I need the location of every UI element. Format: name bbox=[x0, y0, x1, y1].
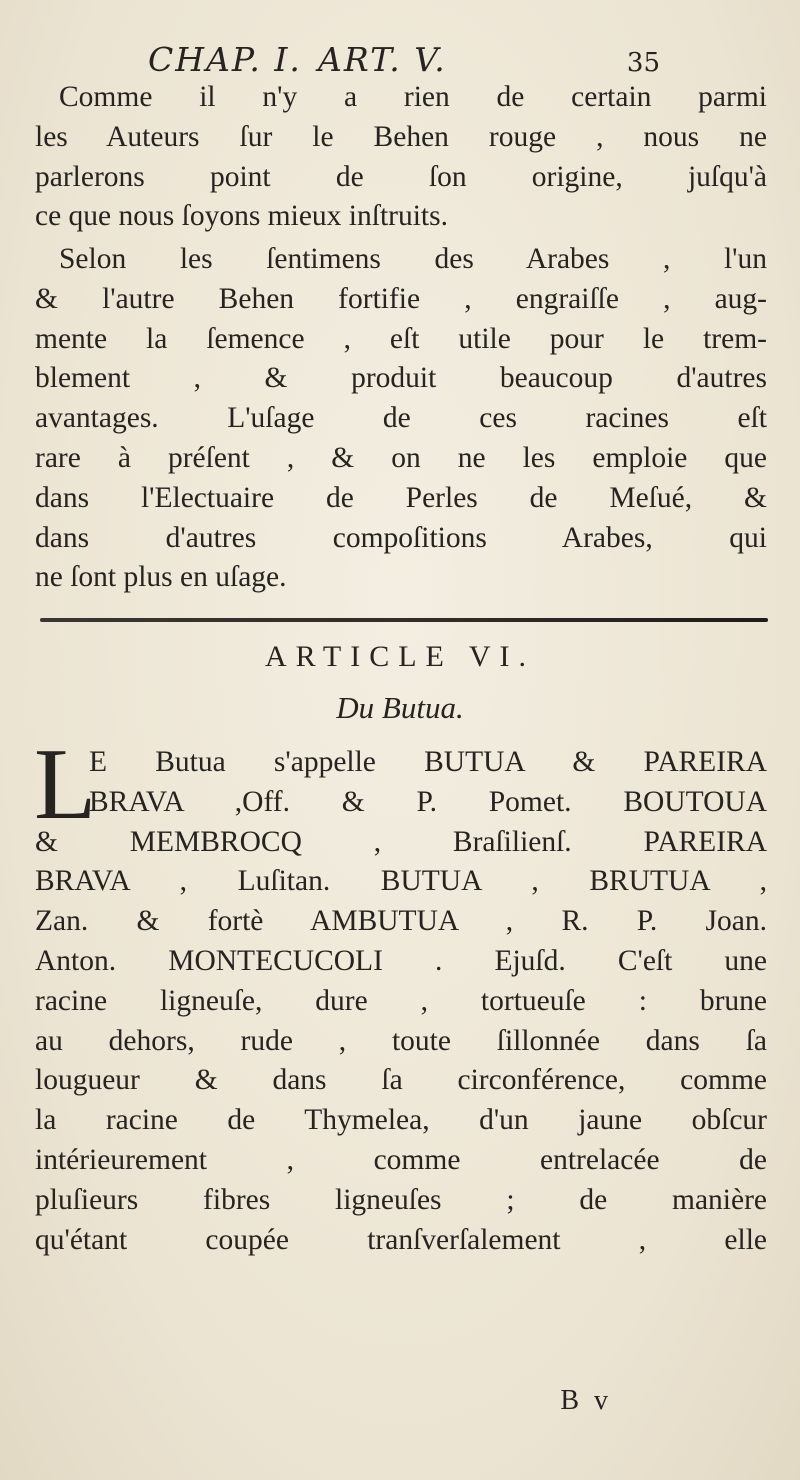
text-line: & l'autre Behen fortifie , engraiſſe , aug- bbox=[35, 282, 767, 315]
paragraph-butua bbox=[35, 743, 767, 1260]
text-line: dans l'Electuaire de Perles de Meſué, & bbox=[35, 481, 767, 514]
page-number: 35 bbox=[626, 48, 660, 78]
text-line: & MEMBROCQ , Braſilienſ. PAREIRA bbox=[35, 825, 767, 858]
text-line: Selon les ſentimens des Arabes , l'un bbox=[59, 243, 767, 275]
paragraph-behen-origin bbox=[35, 78, 767, 237]
text-line: Zan. & fortè AMBUTUA , R. P. Joan. bbox=[35, 905, 767, 938]
text-line: blement , & produit beaucoup d'autres bbox=[35, 362, 767, 395]
chapter-label: CHAP. I. bbox=[148, 40, 302, 79]
text-line: Comme il n'y a rien de certain parmi bbox=[59, 81, 767, 113]
text-line: intérieurement , comme entrelacée de bbox=[35, 1143, 767, 1176]
text-line: rare à préſent , & on ne les emploie que bbox=[35, 441, 767, 474]
text-line: mente la ſemence , eſt utile pour le trem- bbox=[35, 322, 767, 355]
text-line: lougueur & dans ſa circonférence, comme bbox=[35, 1064, 767, 1097]
text-line: racine ligneuſe, dure , tortueuſe : brune bbox=[35, 984, 767, 1017]
text-line: E Butua s'appelle BUTUA & PAREIRA bbox=[89, 746, 767, 778]
text-line: les Auteurs ſur le Behen rouge , nous ne bbox=[35, 120, 767, 153]
text-line: avantages. L'uſage de ces racines eſt bbox=[35, 402, 767, 435]
text-line: Anton. MONTECUCOLI . Ejuſd. C'eſt une bbox=[35, 944, 767, 977]
drop-cap: L bbox=[34, 728, 97, 841]
text-line: au dehors, rude , toute ſillonnée dans ſa bbox=[35, 1024, 767, 1057]
text-line: ce que nous ſoyons mieux inſtruits. bbox=[35, 200, 448, 233]
text-line: ne ſont plus en uſage. bbox=[35, 561, 287, 594]
text-line: BRAVA , Luſitan. BUTUA , BRUTUA , bbox=[35, 865, 767, 898]
paragraph-arab-opinions bbox=[35, 240, 767, 598]
text-line: pluſieurs fibres ligneuſes ; de manière bbox=[35, 1183, 767, 1216]
article-subtitle: Du Butua. bbox=[336, 690, 464, 725]
text-line: la racine de Thymelea, d'un jaune obſcur bbox=[35, 1104, 767, 1137]
text-line: dans d'autres compoſitions Arabes, qui bbox=[35, 521, 767, 554]
signature-mark: B v bbox=[560, 1385, 612, 1416]
text-line: BRAVA ,Off. & P. Pomet. BOUTOUA bbox=[89, 785, 767, 818]
article-label: ART. V. bbox=[318, 40, 447, 79]
text-line: qu'étant coupée tranſverſalement , elle bbox=[35, 1223, 767, 1256]
article-heading: ARTICLE VI. bbox=[265, 640, 535, 673]
text-line: parlerons point de ſon origine, juſqu'à bbox=[35, 160, 767, 193]
section-divider bbox=[40, 618, 768, 622]
